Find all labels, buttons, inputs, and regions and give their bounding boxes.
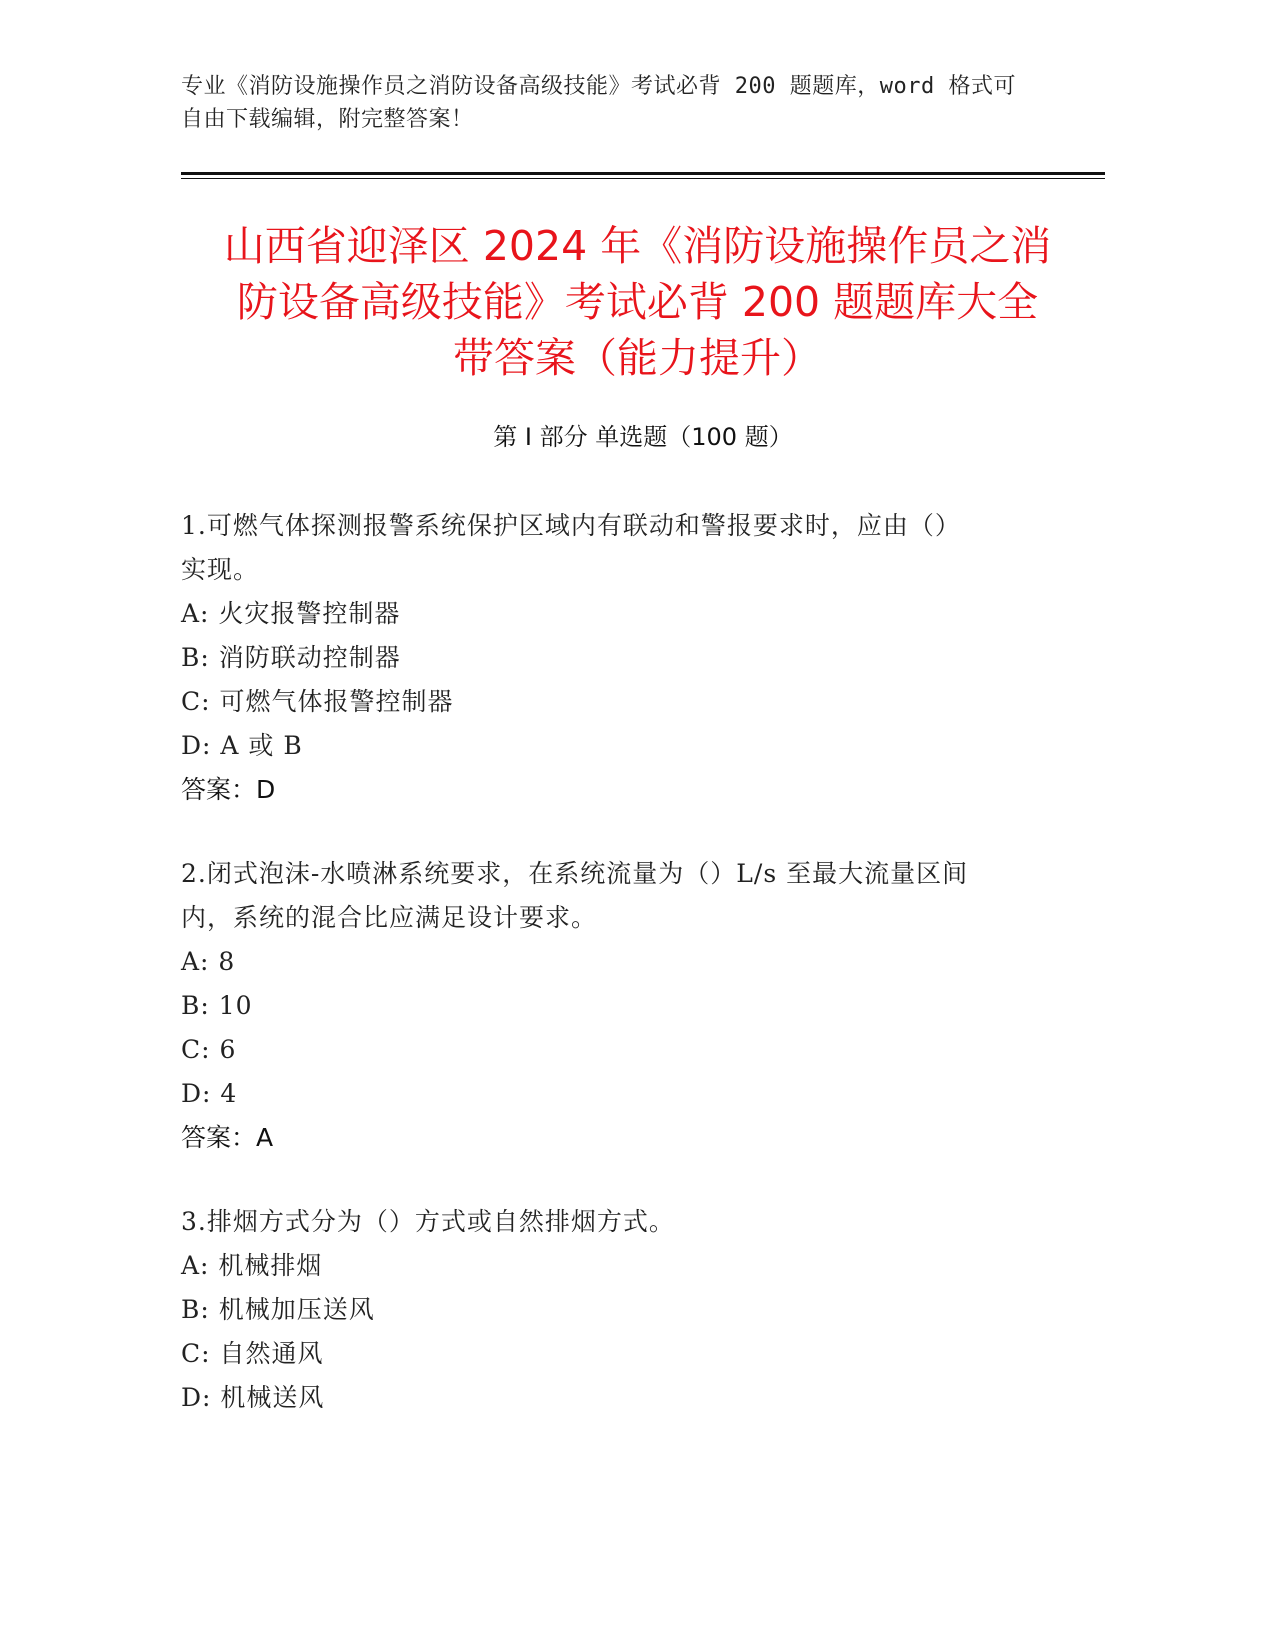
question-text-line-1: 1.可燃气体探测报警系统保护区域内有联动和警报要求时，应由（） <box>181 511 961 540</box>
answer-text: 答案：A <box>181 1123 274 1152</box>
option-a: A: 火灾报警控制器 <box>181 599 401 628</box>
question-2 <box>181 852 1041 1160</box>
option-a: A: 机械排烟 <box>181 1251 323 1280</box>
option-c: C: 可燃气体报警控制器 <box>181 687 454 716</box>
question-text-line-1: 2.闭式泡沫-水喷淋系统要求，在系统流量为（）L/s 至最大流量区间 <box>181 859 969 888</box>
title-line-3: 带答案（能力提升） <box>453 334 822 382</box>
answer-text: 答案：D <box>181 775 276 804</box>
option-d: D: A 或 B <box>181 731 303 760</box>
question-text-line-1: 3.排烟方式分为（）方式或自然排烟方式。 <box>181 1207 675 1236</box>
intro-line-2: 自由下载编辑，附完整答案！ <box>181 107 474 132</box>
header-divider-thick <box>181 172 1105 175</box>
option-b: B: 10 <box>181 991 253 1020</box>
question-3 <box>181 1200 1041 1420</box>
header-divider-thin <box>181 178 1105 179</box>
question-text-line-2: 内，系统的混合比应满足设计要求。 <box>181 903 598 932</box>
option-a: A: 8 <box>181 947 236 976</box>
intro-line-1: 专业《消防设施操作员之消防设备高级技能》考试必背 200 题题库，word 格式可 <box>181 74 1016 99</box>
option-b: B: 消防联动控制器 <box>181 643 401 672</box>
option-d: D: 4 <box>181 1079 238 1108</box>
title-line-2: 防设备高级技能》考试必背 200 题题库大全 <box>236 278 1039 326</box>
option-b: B: 机械加压送风 <box>181 1295 375 1324</box>
intro-text <box>181 70 1061 136</box>
title-line-1: 山西省迎泽区 2024 年《消防设施操作员之消 <box>223 222 1052 270</box>
question-text-line-2: 实现。 <box>181 555 260 584</box>
document-title <box>170 218 1105 386</box>
option-c: C: 自然通风 <box>181 1339 324 1368</box>
option-d: D: 机械送风 <box>181 1383 325 1412</box>
section-heading: 第 I 部分 单选题（100 题） <box>493 423 793 451</box>
option-c: C: 6 <box>181 1035 237 1064</box>
question-1 <box>181 504 1041 812</box>
